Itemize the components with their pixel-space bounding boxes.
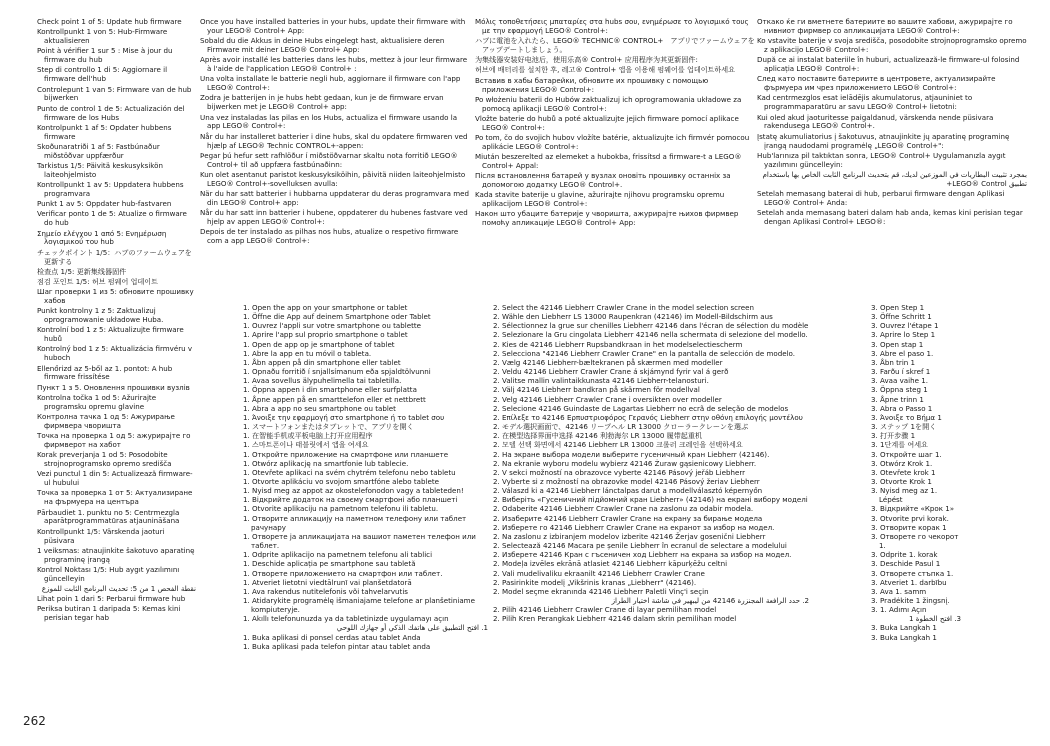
step1-list: [243, 303, 488, 651]
step-item: 3. Otwórz Krok 1.: [871, 458, 933, 468]
checkpoint-title: Σημείο ελέγχου 1 από 5: Ενημέρωση λογισμικού του hub: [37, 228, 167, 247]
step-item: 3. Avaa vaihe 1.: [871, 376, 929, 386]
step-item: 3. Deschide Pasul 1: [871, 559, 941, 569]
step-item: 2. Vælg 42146 Liebherr-bæltekranen på skærmen med modeller: [493, 357, 723, 367]
step-item: 2. Изберете 42146 Кран с гъсеничен ход Liebherr на екрана за избор на модел.: [493, 550, 792, 560]
step-item: 3. Öppna steg 1: [871, 385, 928, 395]
instructions-column-2: [475, 18, 755, 230]
instruction-paragraph: Kui oled akud jaoturitesse paigaldanud, värskenda nende püsivara rakendusega LEGO® Control+.: [757, 112, 994, 131]
step-item: 3. Отворите корак 1: [871, 522, 947, 532]
instruction-paragraph: Після встановлення батарей у вузлах оновіть прошивку останніх за допомогою додатку LEGO® Control+.: [475, 171, 731, 190]
step-item: 3. 1. Adımı Açın: [871, 605, 927, 615]
step-item: 1. スマートフォンまたはタブレットで、アプリを開く: [243, 422, 414, 432]
step-item: 1. Abre la app en tu móvil o tableta.: [243, 348, 372, 358]
step-item: 2. Vali mudelivaliku ekraanilt 42146 Liebherr Crawler Crane: [493, 568, 705, 578]
instruction-paragraph: Hub'larınıza pil taktıktan sonra, LEGO® Control+ Uygulamanızla aygıt yazılımını güncelleyin:: [757, 150, 1006, 169]
instruction-paragraph: بمجرد تثبيت البطاريات في الموزعين لديك، قم بتحديث البرنامج الثابت الخاص بها باستخدام تطبيق LEGO® Control+: [762, 169, 1027, 188]
checkpoint-title: Kontrollpunkt 1 av 5: Uppdatera hubbens programvara: [37, 180, 184, 198]
step-item: 3. Nyisd meg az 1. Lépést: [871, 486, 938, 505]
instruction-paragraph: Вставив в хабы батарейки, обновите их прошивку с помощью приложения LEGO® Control+:: [475, 75, 709, 94]
checkpoint-title: 점검 포인트 1/5: 허브 펌웨어 업데이트: [37, 276, 159, 286]
checkpoint-title: Punkt 1 av 5: Oppdater hub-fastvaren: [37, 199, 172, 209]
instruction-paragraph: După ce ai instalat bateriile în huburi, actualizează-le firmware-ul folosind aplicația LEGO® Control+:: [757, 55, 1020, 74]
step-item: 3. Farðu í skref 1: [871, 367, 931, 377]
step-item: 1. Avaa sovellus älypuhelimella tai tabletilla.: [243, 376, 402, 386]
step-item: 1. Åbn appen på din smartphone eller tablet: [243, 357, 401, 367]
checkpoint-title: Kontrol Noktası 1/5: Hub aygıt yazılımını güncelleyin: [37, 564, 180, 583]
instruction-paragraph: Po tom, čo do svojich hubov vložíte batérie, aktualizujte ich firmvér pomocou aplikácie LEGO® Control+:: [475, 132, 750, 151]
instruction-paragraph: Kun olet asentanut paristot keskusyksiköihin, päivitä niiden laiteohjelmisto LEGO® Control+-sovelluksen avulla:: [200, 169, 466, 188]
step-item: 3. Buka Langkah 1: [871, 632, 937, 642]
step-item: 1. Atidarykite programėlę išmaniajame telefone ar planšetiniame kompiuteryje.: [243, 596, 475, 615]
step2-list: [493, 303, 809, 623]
step-item: 1. Отворете приложението на смартфон или таблет.: [243, 568, 443, 578]
step-item: 3. Ava 1. samm: [871, 586, 927, 596]
instruction-paragraph: Sobald du die Akkus in deine Hubs eingelegt hast, aktualisiere deren Firmware mit deiner LEGO® Control+ App:: [200, 36, 445, 55]
instruction-paragraph: ハブに電池を入れたら、LEGO® TECHNIC® CONTROL+ アプリでファームウェアをアップデートしましょう。: [475, 36, 755, 55]
checkpoint-title: 检查点 1/5: 更新集线器固件: [37, 266, 127, 276]
step-item: 2. Model seçme ekranında 42146 Liebherr Paletli Vinç'i seçin: [493, 586, 709, 596]
instruction-paragraph: Una vez instaladas las pilas en los Hubs, actualiza el firmware usando la app LEGO® Control+:: [200, 112, 458, 131]
step-item: 1. Otwórz aplikację na smartfonie lub tablecie.: [243, 458, 409, 468]
step-item: 1. 스마트폰이나 태블릿에서 앱을 여세요: [243, 440, 369, 450]
step-item: 1. Отворете ја апликацијата на вашиот паметен телефон или таблет.: [243, 531, 476, 551]
step-item: 2. Wähle den Liebherr LS 13000 Raupenkran (42146) im Modell-Bildschirm aus: [493, 312, 773, 322]
step-item: 2. V sekci možností na obrazovce vyberte 42146 Pásový jeřáb Liebherr: [493, 467, 746, 477]
instructions-column-1: [200, 18, 472, 247]
step-item: 1. Öffne die App auf deinem Smartphone oder Tablet: [243, 312, 431, 322]
checkpoint-title: Пункт 1 з 5. Оновлення прошивки вузлів: [37, 382, 190, 392]
instruction-paragraph: Når du har installeret batterier i dine hubs, skal du opdatere firmwaren ved hjælp af LEGO® Technic CONTROL+-appen:: [200, 131, 468, 150]
checkpoint-title: Punto de control 1 de 5: Actualización del firmware de los Hubs: [37, 103, 185, 122]
checkpoint-title: Step di controllo 1 di 5: Aggiornare il firmware dell'hub: [37, 65, 168, 84]
checkpoint-title: Шаг проверки 1 из 5: обновите прошивку хабов: [37, 287, 194, 306]
step-item: 3. Aprire lo Step 1: [871, 330, 936, 340]
checkpoint-title: Kontrollpunkt 1/5: Värskenda jaoturi püsivara: [37, 526, 165, 545]
checkpoint-title: Kontrolný bod 1 z 5: Aktualizácia firmvéru v huboch: [37, 344, 193, 363]
instruction-paragraph: När du har satt batterier i hubbarna uppdaterar du deras programvara med din LEGO® Control+ app:: [200, 188, 470, 207]
step-item: 3. Otevřete krok 1: [871, 467, 936, 477]
instruction-paragraph: Når du har satt inn batterier i hubene, oppdaterer du hubenes fastvare ved hjelp av appen LEGO® Control+:: [200, 208, 468, 226]
checkpoint-title: Pārbaudiet 1. punktu no 5: Centrmezgla aparātprogrammatūras atjaunināšana: [37, 507, 180, 526]
step-item: 2. Modeļa izvēles ekrānā atlasiet 42146 Liebherr kāpurķēžu celtni: [493, 559, 728, 569]
checkpoint-title: Kontrolna točka 1 od 5: Ažurirajte programsku opremu glavine: [37, 392, 157, 411]
step-item: 3. Otvorte Krok 1: [871, 476, 932, 486]
step-item: 2. Selecione 42146 Guindaste de Lagartas Liebherr no ecrã de seleção de modelos: [493, 403, 789, 413]
checkpoint-title: Точка за проверка 1 от 5: Актуализиране на фърмуера на центъра: [37, 488, 193, 507]
step-item: 3. Buka Langkah 1: [871, 623, 937, 633]
step-item: 2. Selectează 42146 Macara pe șenile Liebherr în ecranul de selectare a modelului: [493, 541, 787, 551]
checkpoint-title: Punkt kontrolny 1 z 5: Zaktualizuj oprogramowanie układowe Huba.: [37, 306, 164, 325]
step-item: 2. 在模型选择界面中选择 42146 利勃海尔 LR 13000 履带起重机: [493, 431, 703, 441]
step-item: 3. Abra o Passo 1: [871, 403, 933, 413]
step-item: 1. Buka aplikasi di ponsel cerdas atau tablet Anda: [243, 632, 421, 642]
step-item: 2. Select the 42146 Liebherr Crawler Crane in the model selection screen: [493, 303, 755, 312]
page-number: 262: [23, 714, 46, 728]
instruction-paragraph: Įstatę akumuliatorius į šakotuvus, atnaujinkite jų aparatinę programinę įrangą naudodami programėlę „LEGO® Control+":: [757, 131, 1010, 150]
checkpoint-title: Kontrolní bod 1 z 5: Aktualizujte firmware hubů: [37, 325, 184, 344]
step-item: 3. Otvorite prvi korak.: [871, 513, 949, 523]
step-item: 2. Pilih Kren Perangkak Liebherr 42146 dalam skrin pemilihan model: [493, 614, 737, 624]
checkpoint-title: Vezi punctul 1 din 5: Actualizează firmware-ul hubului: [37, 469, 193, 488]
step-item: 3. Åbn trin 1: [871, 357, 916, 367]
step-item: 3. Odprite 1. korak: [871, 550, 938, 560]
step-item: 1. Ava rakendus nutitelefonis või tahvelarvutis: [243, 586, 408, 596]
checkpoint-title: 1 veiksmas: atnaujinkite šakotuvo aparatinę programinę įrangą: [37, 545, 195, 564]
step-item: 1. Open de app op je smartphone of tablet: [243, 339, 395, 349]
instruction-paragraph: Setelah memasang baterai di hub, perbarui firmware dengan Aplikasi LEGO® Control+ Anda:: [757, 188, 1005, 207]
instruction-paragraph: Una volta installate le batterie negli hub, aggiornare il firmware con l'app LEGO® Control+:: [200, 74, 461, 93]
checkpoint-title: Controlepunt 1 van 5: Firmware van de hub bijwerken: [37, 84, 192, 103]
instruction-paragraph: Откако ќе ги вметнете батериите во вашите хабови, ажурирајте го нивниот фирмвер со апликацијата LEGO® Control+:: [757, 17, 1013, 35]
step-item: 1. Άνοιξε την εφαρμογή στο smartphone ή το tablet σου: [243, 412, 445, 422]
step-item: 2. Επίλεξε το 42146 Ερπυστριοφόρος Γερανός Liebherr στην οθόνη επιλογής μοντέλου: [493, 412, 803, 422]
checkpoint-title: チェックポイント 1/5：ハブのファームウェアを更新する: [37, 247, 192, 266]
step-item: 2. Виберіть «Гусеничний підйомний кран Liebherr» (42146) на екрані вибору моделі: [493, 495, 808, 505]
step-item: 2. Изберете го 42146 Liebherr Crawler Crane на екранот за избор на модел.: [493, 522, 775, 532]
checkpoint-title: Kontrollpunkt 1 von 5: Hub-Firmware aktualisieren: [37, 27, 168, 46]
instruction-paragraph: Ko vstavite baterije v svoja središča, posodobite strojnoprogramsko opremo z aplikacijo LEGO® Control+:: [757, 36, 1027, 55]
step-item: 2. Välj 42146 Liebherr bandkran på skärmen för modellval: [493, 385, 700, 395]
instruction-paragraph: Након што убаците батерије у чворишта, ажурирајте њихов фирмвер помоћу апликације LEGO® Control+ App:: [475, 209, 739, 228]
checkpoint-title: Ellenőrizd az 5-ből az 1. pontot: A hub firmware frissítése: [37, 363, 173, 382]
step-item: 2. Selezionare la Gru cingolata Liebherr 42146 nella schermata di selezione del modello.: [493, 330, 808, 340]
instruction-paragraph: Miután beszerelted az elemeket a hubokba, frissítsd a firmware-t a LEGO® Control+ Appal:: [475, 152, 742, 170]
step-item: 1. Atveriet lietotni viedtālrunī vai planšetdatorā: [243, 577, 412, 587]
step-item: 1. Отворите апликацију на паметном телефону или таблет рачунару: [243, 513, 467, 532]
step-item: 3. Ouvrez l'étape 1: [871, 321, 939, 331]
step-item: 2. Pasirinkite modelį „Vikšrinis kranas „Liebherr" (42146).: [493, 577, 697, 587]
checkpoint-title: Korak preverjanja 1 od 5: Posodobite strojnoprogramsko opremo središča: [37, 450, 172, 469]
step-item: 1. Aprire l'app sul proprio smartphone o tablet: [243, 330, 408, 340]
checkpoint-title: Check point 1 of 5: Update hub firmware: [37, 17, 182, 26]
step-item: 3. Open stap 1: [871, 339, 924, 349]
step-item: 1. Opnaðu forritið í snjallsímanum eða spjaldtölvunni: [243, 367, 431, 377]
step-item: 1. Buka aplikasi pada telefon pintar atau tablet anda: [243, 641, 431, 651]
step-item: 2. حدد الرافعة المجنزرة 42146 من ليبهير في شاشة اختيار الطراز: [611, 596, 809, 605]
step-item: 1. Otevřete aplikaci na svém chytrém telefonu nebo tabletu: [243, 467, 456, 477]
instruction-paragraph: Après avoir installé les batteries dans les hubs, mettez à jour leur firmware à l'aide de l'application LEGO® Control+ :: [200, 55, 468, 74]
step-item: 2. Selecciona "42146 Liebherr Crawler Crane" en la pantalla de selección de modelo.: [493, 348, 796, 358]
instruction-paragraph: Vložte baterie do hubů a poté aktualizujte jejich firmware pomocí aplikace LEGO® Control+:: [475, 113, 739, 132]
step-item: 3. 1단계를 여세요: [871, 440, 928, 450]
instructions-column-3: [757, 18, 1027, 228]
step-item: 2. モデル選択画面で、42146 リープヘル LR 13000 クローラークレーンを選ぶ: [493, 422, 749, 432]
checkpoint-title: Контролна тачка 1 од 5: Ажурирање фирмвера чворишта: [37, 411, 175, 430]
instruction-paragraph: Depois de ter instalado as pilhas nos hubs, atualize o respetivo firmware com a app LEGO® Control+:: [200, 227, 459, 246]
instruction-paragraph: 为集线器安装好电池后，使用乐高® Control+ 应用程序为其更新固件:: [475, 55, 698, 65]
step-item: 2. Na zaslonu z izbiranjem modelov izberite 42146 Žerjav gosenični Liebherr: [493, 531, 766, 541]
step-item: 2. Pilih 42146 Liebherr Crawler Crane di layar pemilihan model: [493, 605, 717, 615]
step-item: 2. Sélectionnez la grue sur chenilles Liebherr 42146 dans l'écran de sélection du modèle: [493, 321, 809, 331]
step-item: 2. Veldu 42146 Liebherr Crawler Crane á skjámynd fyrir val á gerð: [493, 367, 729, 377]
checkpoint-title: Tarkistus 1/5: Päivitä keskusyksikön laiteohjelmisto: [37, 160, 163, 179]
step-item: 2. Valitse mallin valintaikkunasta 42146 Liebherr-telanosturi.: [493, 376, 709, 386]
step-item: 2. Изаберите 42146 Liebherr Crawler Crane на екрану за бирање модела: [493, 513, 763, 523]
step-item: 2. Na ekranie wyboru modelu wybierz 42146 Żuraw gąsienicowy Liebherr.: [493, 458, 757, 468]
step-item: 3. Atveriet 1. darbību: [871, 577, 947, 587]
step-item: 2. На экране выбора модели выберите гусеничный кран Liebherr (42146).: [493, 449, 770, 459]
instruction-paragraph: Setelah anda memasang bateri dalam hab anda, kemas kini perisian tegar dengan Aplikasi Control+ LEGO®:: [757, 208, 1023, 226]
checkpoint-title: Verificar ponto 1 de 5: Atualize o firmware do hub: [37, 209, 187, 228]
step-item: 2. Kies de 42146 Liebherr Rupsbandkraan in het modelselectiescherm: [493, 339, 743, 349]
step-item: 3. Abre el paso 1.: [871, 348, 934, 358]
instruction-paragraph: Þegar þú hefur sett rafhlöður í miðstöðvarnar skaltu nota forritið LEGO® Control+ til að uppfæra fastbúnaðinn:: [200, 150, 458, 169]
step-item: 2. Válaszd ki a 42146 Liebherr lánctalpas darut a modellválasztó képernyőn: [493, 486, 763, 496]
step-item: 1. 在智能手机或平板电脑上打开应用程序: [243, 431, 373, 441]
step-item: 3. Åpne trinn 1: [871, 394, 924, 404]
step-item: 1. Nyisd meg az appot az okostelefonodon vagy a tableteden!: [243, 486, 464, 496]
step-item: 3. Отворете стъпка 1.: [871, 568, 954, 578]
step-item: 3. Откройте шаг 1.: [871, 449, 942, 459]
step-item: 3. Отворете го чекорот 1.: [871, 531, 959, 551]
instruction-paragraph: Zodra je batterijen in je hubs hebt gedaan, kun je de firmware ervan bijwerken met je LEGO® Control+ app:: [200, 93, 444, 112]
step-item: 2. Odaberite 42146 Liebherr Crawler Crane na zaslonu za odabir modela.: [493, 504, 754, 514]
instruction-paragraph: Once you have installed batteries in your hubs, update their firmware with your LEGO® Control+ App:: [200, 17, 466, 35]
step-item: 1. Abra a app no seu smartphone ou tablet: [243, 403, 396, 413]
instruction-paragraph: Kada stavite baterije u glavine, ažurirajte njihovu programsku opremu aplikacijom LEGO® Control+:: [475, 190, 725, 209]
step-item: 2. Vyberte si z možností na obrazovke model 42146 Pásový žeriav Liebherr: [493, 476, 760, 486]
step-item: 3. ステップ 1を開く: [871, 422, 937, 432]
step-item: 1. Åpne appen på en smarttelefon eller et nettbrett: [243, 394, 426, 404]
step-item: 1. Akıllı telefonunuzda ya da tabletinizde uygulamayı açın: [243, 614, 449, 624]
step-item: 3. 打开步骤 1: [871, 431, 916, 441]
instruction-paragraph: 허브에 배터리를 설치한 후, 레고® Control+ 앱을 이용해 펌웨어를 업데이트하세요: [475, 65, 735, 75]
step-item: 1. افتح التطبيق على هاتفك الذكي أو جهازك اللوحي: [336, 623, 488, 633]
step-item: 1. Otvorte aplikáciu vo svojom smartfóne alebo tablete: [243, 476, 439, 486]
step-item: 1. Otvorite aplikaciju na pametnom telefonu ili tabletu.: [243, 504, 439, 514]
instruction-paragraph: Kad centrmezglos esat ielādējis akumulatorus, atjauniniet to programmaparatūru ar savu LEGO® Control+ lietotni:: [757, 93, 973, 112]
instruction-paragraph: След като поставите батериите в центровете, актуализирайте фърмуера им чрез приложението LEGO® Control+:: [757, 74, 996, 93]
checkpoint-title: Periksa butiran 1 daripada 5: Kemas kini perisian tegar hab: [37, 604, 181, 623]
step-item: 1. Откройте приложение на смартфоне или планшете: [243, 449, 449, 459]
checkpoint-title: Kontrolpunkt 1 af 5: Opdater hubbens firmware: [37, 122, 172, 141]
checkpoint-title: Skoðunaratriði 1 af 5: Fastbúnaður miðstöðvar uppfærður: [37, 141, 160, 160]
checkpoint-titles-column: [37, 18, 196, 624]
instruction-paragraph: Μόλις τοποθετήσεις μπαταρίες στα hubs σου, ενημέρωσε το λογισμικό τους με την εφαρμογή LEGO® Control+:: [475, 17, 749, 35]
step-item: 1. Open the app on your smartphone or tablet: [243, 303, 408, 312]
step-item: 1. Відкрийте додаток на своєму смартфоні або планшеті: [243, 495, 458, 505]
step-item: 3. Open Step 1: [871, 303, 925, 312]
step-item: 3. افتح الخطوة 1: [908, 614, 961, 624]
step-item: 1. Öppna appen i din smartphone eller surfplatta: [243, 385, 417, 395]
checkpoint-title: نقطة الفحص 1 من 5: تحديث البرنامج الثابت للموزع: [41, 583, 196, 593]
step-item: 1. Deschide aplicația pe smartphone sau tabletă: [243, 559, 416, 569]
step-item: 1. Ouvrez l'appli sur votre smartphone ou tablette: [243, 321, 422, 331]
checkpoint-title: Точка на проверка 1 од 5: ажурирајте го фирмверот на хабот: [37, 431, 191, 449]
step-item: 2. 모델 선택 화면에서 42146 Liebherr LR 13000 크롤러 크레인을 선택하세요: [493, 440, 743, 450]
checkpoint-title: Point à vérifier 1 sur 5 : Mise à jour du firmware du hub: [37, 46, 173, 65]
step3-list: [871, 303, 961, 642]
checkpoint-title: Lihat poin 1 dari 5: Perbarui firmware hub: [37, 594, 186, 604]
step-item: 3. Άνοιξε το Βήμα 1: [871, 412, 942, 422]
step-item: 3. Öffne Schritt 1: [871, 312, 932, 322]
step-item: 1. Odprite aplikacijo na pametnem telefonu ali tablici: [243, 550, 433, 560]
step-item: 3. Pradėkite 1 žingsnį.: [871, 596, 950, 605]
step-item: 2. Velg 42146 Liebherr Crawler Crane i oversikten over modeller: [493, 394, 722, 404]
instruction-paragraph: Po włożeniu baterii do Hubów zaktualizuj ich oprogramowania układowe za pomocą aplikacji LEGO® Control+:: [475, 94, 742, 113]
step-item: 3. Відкрийте «Крок 1»: [871, 504, 955, 514]
